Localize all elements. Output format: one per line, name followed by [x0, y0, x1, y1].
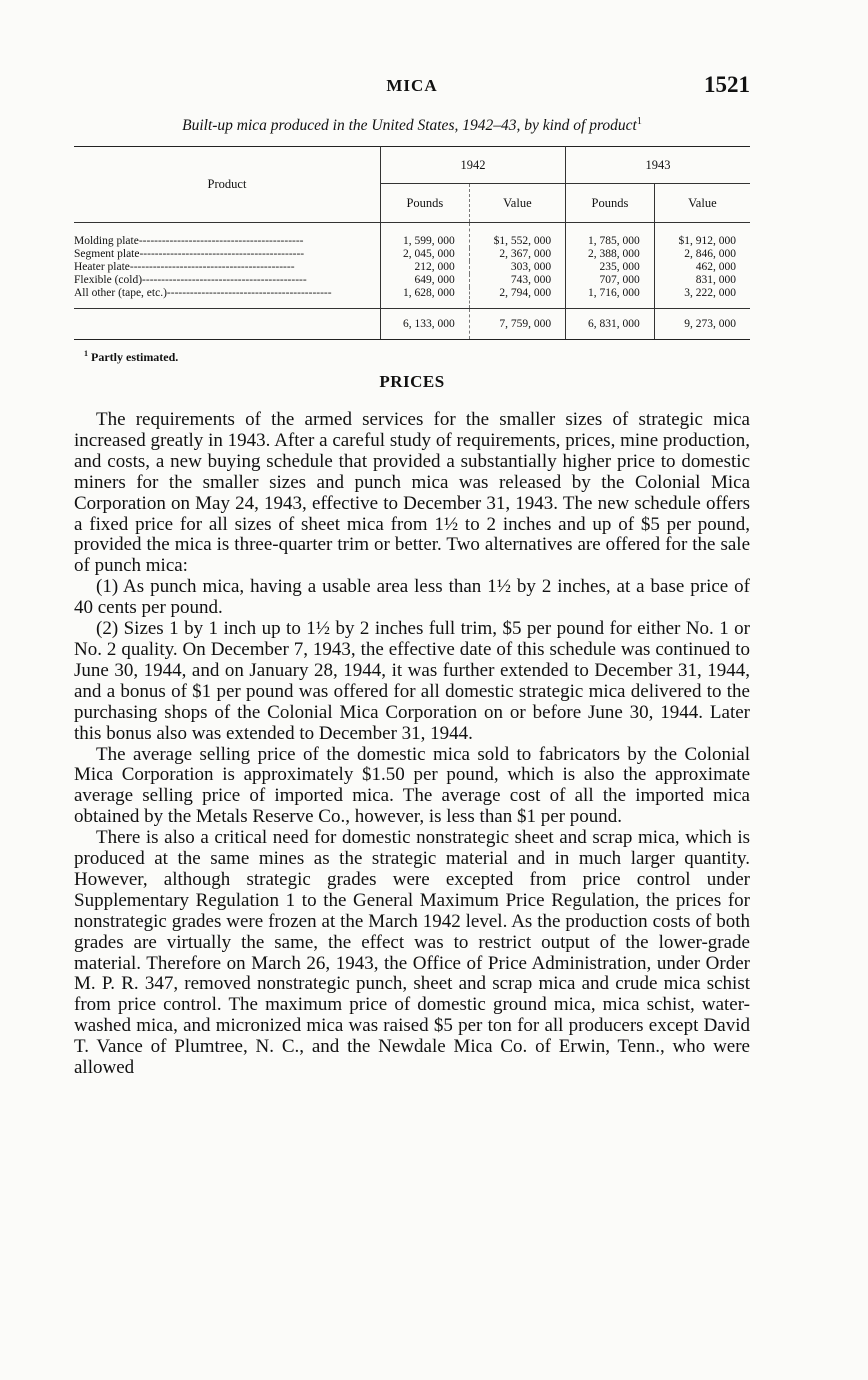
- row-label: Flexible (cold)-------------------------------------------: [74, 274, 381, 287]
- table-row: [74, 248, 750, 261]
- cell-value-1942: $1, 552, 000: [469, 223, 565, 249]
- header-pounds-1943: Pounds: [566, 184, 655, 223]
- header-pounds-1942: Pounds: [381, 184, 470, 223]
- row-label: Segment plate-------------------------------------------: [74, 248, 381, 261]
- footnote-mark: 1: [84, 349, 88, 358]
- cell-pounds-1943: 1, 716, 000: [566, 287, 655, 309]
- total-pounds-1942: 6, 133, 000: [381, 309, 470, 340]
- cell-pounds-1942: 1, 599, 000: [381, 223, 470, 249]
- cell-pounds-1942: 212, 000: [381, 261, 470, 274]
- table-footnote: [84, 349, 178, 365]
- cell-value-1943: 462, 000: [695, 261, 736, 273]
- header-value-1943: Value: [654, 184, 750, 223]
- total-label-cell: [74, 309, 381, 340]
- total-pounds-1943: 6, 831, 000: [566, 309, 655, 340]
- caption-text: Built-up mica produced in the United States, 1942–43, by kind of product: [182, 117, 637, 135]
- total-value-1942: 7, 759, 000: [469, 309, 565, 340]
- section-heading: PRICES: [379, 372, 445, 391]
- footnote-text: Partly estimated.: [91, 350, 179, 364]
- cell-value-1943: 3, 222, 000: [684, 287, 736, 299]
- cell-value-1943: 831, 000: [695, 274, 736, 286]
- table-row: [74, 261, 750, 274]
- paragraph: (2) Sizes 1 by 1 inch up to 1½ by 2 inches full trim, $5 per pound for either No. 1 or No. 2 quality. On December 7, 1943, the effective date of this schedule was continued to June 30, 1944, and on January 28, 1944, it was further extended to December 31, 1944, and a bonus of $1 per pound was offered for all domestic strategic mica delivered to the purchasing shops of the Colonial Mica Corporation on or before June 30, 1944. Later this bonus also was extended to December 31, 1944.: [74, 618, 750, 744]
- cell-value-1942: 2, 367, 000: [469, 248, 565, 261]
- paragraph: The average selling price of the domestic mica sold to fabricators by the Colonial Mica Corporation is approximately $1.50 per pound, which is also the approximate average selling price of imported mica. The average cost of all the imported mica obtained by the Metals Reserve Co., however, is less than $1 per pound.: [74, 743, 750, 828]
- table-caption: [74, 116, 750, 135]
- total-row: [74, 309, 750, 340]
- paragraph: The requirements of the armed services for the smaller sizes of strategic mica increased greatly in 1943. After a careful study of requirements, prices, mine production, and costs, a new buying schedule that provided a substantially higher price to domestic miners for the smaller sizes and punch mica was released by the Colonial Mica Corporation on May 24, 1943, effective to December 31, 1943. The new schedule offers a fixed price for all sizes of sheet mica from 1½ to 2 inches and up of $5 per pound, provided the mica is three-quarter trim or better. Two alternatives are offered for the sale of punch mica:: [74, 409, 750, 577]
- paragraph: There is also a critical need for domestic nonstrategic sheet and scrap mica, which is produced at the same mines as the strategic material and in much larger quantity. However, although strategic grades were excepted from price control under Supplementary Regulation 1 to the General Maximum Price Regulation, the prices for nonstrategic grades were frozen at the March 1942 level. As the production costs of both grades are virtually the same, the effect was to restrict output of the lower-grade material. Therefore on March 26, 1943, the Office of Price Administration, under Order M. P. R. 347, removed nonstrategic punch, sheet and scrap mica and crude mica schist from price control. The maximum price of domestic ground mica, mica schist, water-washed mica, and micronized mica was raised $5 per ton for all producers except David T. Vance of Plumtree, N. C., and the Newdale Mica Co. of Erwin, Tenn., who were allowed: [74, 827, 750, 1079]
- cell-value-1942: 2, 794, 000: [469, 287, 565, 309]
- cell-value-1942: 303, 000: [469, 261, 565, 274]
- header-value-1942: Value: [469, 184, 565, 223]
- cell-pounds-1943: 1, 785, 000: [566, 223, 655, 249]
- row-label: All other (tape, etc.)-------------------------------------------: [74, 287, 381, 309]
- cell-pounds-1943: 707, 000: [566, 274, 655, 287]
- table-row: [74, 287, 750, 309]
- table-row: [74, 274, 750, 287]
- cell-pounds-1942: 2, 045, 000: [381, 248, 470, 261]
- cell-pounds-1942: 649, 000: [381, 274, 470, 287]
- mica-production-table: [74, 146, 750, 340]
- caption-footnote-mark: 1: [636, 116, 642, 127]
- running-head: [74, 72, 750, 102]
- cell-value-1942: 743, 000: [469, 274, 565, 287]
- running-title: MICA: [386, 76, 438, 95]
- total-value-1943: 9, 273, 000: [654, 309, 750, 340]
- cell-pounds-1943: 235, 000: [566, 261, 655, 274]
- header-year-1943: 1943: [566, 147, 750, 184]
- body-text: [74, 410, 750, 1079]
- cell-pounds-1942: 1, 628, 000: [381, 287, 470, 309]
- header-product: Product: [74, 147, 381, 223]
- cell-value-1943: 2, 846, 000: [684, 248, 736, 260]
- cell-value-1943: $1, 912, 000: [678, 235, 736, 247]
- page-number: 1521: [704, 72, 750, 97]
- cell-pounds-1943: 2, 388, 000: [566, 248, 655, 261]
- header-year-1942: 1942: [381, 147, 566, 184]
- row-label: Heater plate-------------------------------------------: [74, 261, 381, 274]
- table-row: [74, 223, 750, 249]
- paragraph: (1) As punch mica, having a usable area less than 1½ by 2 inches, at a base price of 40 cents per pound.: [74, 576, 750, 619]
- row-label: Molding plate-------------------------------------------: [74, 223, 381, 249]
